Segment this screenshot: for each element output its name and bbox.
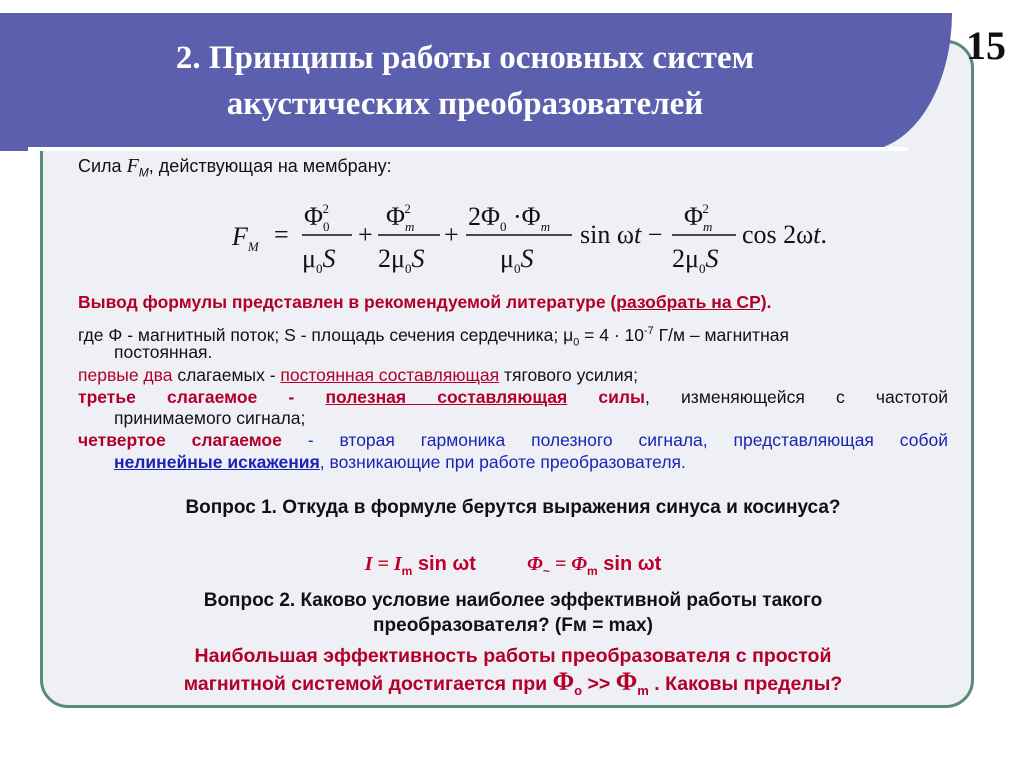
fourth-term-line-2 — [78, 452, 984, 473]
slide-title — [40, 35, 890, 127]
fourth-end: , возникающие при работе преобразователя. — [319, 452, 686, 472]
eq-left-trig: sin ωt — [412, 553, 476, 575]
svg-text:2Φ0 ·Φm: $2\Phi_0 \cdot\Phi_m$ — [468, 202, 551, 234]
answer-phim-sub: m — [637, 682, 649, 698]
third-rest: , изменяющейся с частотой — [644, 387, 948, 407]
third-term-line-2: принимаемого сигнала; — [114, 408, 306, 428]
title-banner — [0, 13, 952, 151]
svg-text:Φm2: $\Phi_m2$ — [386, 201, 415, 234]
derivation-link[interactable]: (разобрать на СР) — [610, 292, 767, 312]
eq-left-sub: m — [401, 564, 413, 578]
intro-symbol: F — [126, 155, 139, 177]
formula-equals: = — [274, 220, 289, 249]
svg-text:+: + — [444, 220, 459, 249]
answer-end: . Каковы пределы? — [648, 673, 843, 695]
title-line-2: акустических преобразователей — [226, 86, 704, 122]
intro-subscript: M — [138, 165, 149, 180]
where-line-2: постоянная. — [114, 342, 213, 362]
intro-suffix: , действующая на мембрану: — [148, 156, 392, 176]
third-mid: силы — [567, 387, 645, 407]
eq-right-trig: sin ωt — [597, 553, 662, 575]
derivation-end: . — [766, 292, 772, 312]
question-2 — [78, 588, 948, 638]
answer-gt: >> — [582, 673, 616, 695]
first-two-label: первые два — [78, 365, 173, 385]
eq-right: Φ — [527, 553, 543, 575]
svg-text:μ0S: $\mu_0S$ — [500, 244, 534, 276]
title-line-1: 2. Принципы работы основных систем — [175, 40, 755, 76]
mu-subscript: 0 — [573, 336, 580, 349]
slide-number: 15 — [966, 23, 1006, 68]
svg-text:cos 2ωt.: cos 2ωt. — [742, 220, 828, 249]
answer-line-1: Наибольшая эффективность работы преобразователя с простой — [194, 645, 832, 667]
svg-text:2μ0S: $2\mu_0S$ — [672, 244, 719, 276]
where-text: где Φ - магнитный поток; S - площадь сечения сердечника; μ — [78, 324, 574, 345]
sine-equations — [78, 553, 948, 578]
answer-text — [78, 644, 948, 703]
fourth-label: четвертое слагаемое — [78, 430, 282, 450]
first-two-rest: тягового усилия; — [499, 365, 639, 385]
answer-pre: магнитной системой достигается при — [183, 673, 553, 695]
answer-line-2 — [78, 669, 948, 703]
eq-left: I = I — [364, 553, 402, 575]
question-2-line-1: Вопрос 2. Каково условие наиболее эффективной работы такого — [203, 590, 823, 611]
mu-value: = 4 · 10 — [579, 324, 644, 345]
answer-phi0-sub: o — [574, 682, 583, 698]
mu-unit: Г/м – магнитная — [653, 324, 789, 345]
useful-component-link[interactable]: полезная составляющая — [325, 387, 568, 407]
svg-text:μ0S: $\mu_0S$ — [302, 244, 336, 276]
constant-component-link[interactable]: постоянная составляющая — [280, 365, 500, 385]
question-1: Вопрос 1. Откуда в формуле берутся выражения синуса и косинуса? — [185, 497, 841, 518]
third-label: третье слагаемое - — [78, 387, 295, 407]
answer-phim: Φ — [615, 667, 638, 696]
third-term — [78, 387, 948, 408]
mu-exponent: -7 — [644, 325, 654, 337]
svg-text:+: + — [358, 220, 373, 249]
title-underline — [28, 147, 908, 151]
fourth-term — [78, 430, 948, 451]
force-formula — [230, 195, 870, 279]
eq-right-mid: = Φ — [549, 553, 588, 575]
svg-text:sin ωt −: sin ωt − — [580, 220, 663, 249]
derivation-text: Вывод формулы представлен в рекомендуемой литературе — [78, 292, 611, 312]
eq-right-sub2: m — [587, 564, 598, 578]
svg-text:Φm2: $\Phi_m2$ — [684, 201, 713, 234]
answer-phi0: Φ — [552, 667, 575, 696]
eq-right-sub: ~ — [542, 564, 550, 578]
force-intro — [78, 155, 392, 180]
svg-text:2μ0S: $2\mu_0S$ — [378, 244, 425, 276]
intro-prefix: Сила — [78, 156, 127, 176]
first-two-dash: слагаемых - — [172, 365, 281, 385]
fourth-rest: - вторая гармоника полезного сигнала, представляющая собой — [281, 430, 949, 450]
nonlinear-distortion-link[interactable]: нелинейные искажения — [114, 452, 320, 472]
question-2-line-2: преобразователя? (Fм = max) — [373, 615, 653, 636]
svg-text:Φ02: $\Phi_02$ — [304, 201, 330, 234]
derivation-note — [78, 292, 948, 313]
first-two-terms — [78, 365, 948, 386]
formula-lhs: $F_M$ — [232, 222, 259, 254]
